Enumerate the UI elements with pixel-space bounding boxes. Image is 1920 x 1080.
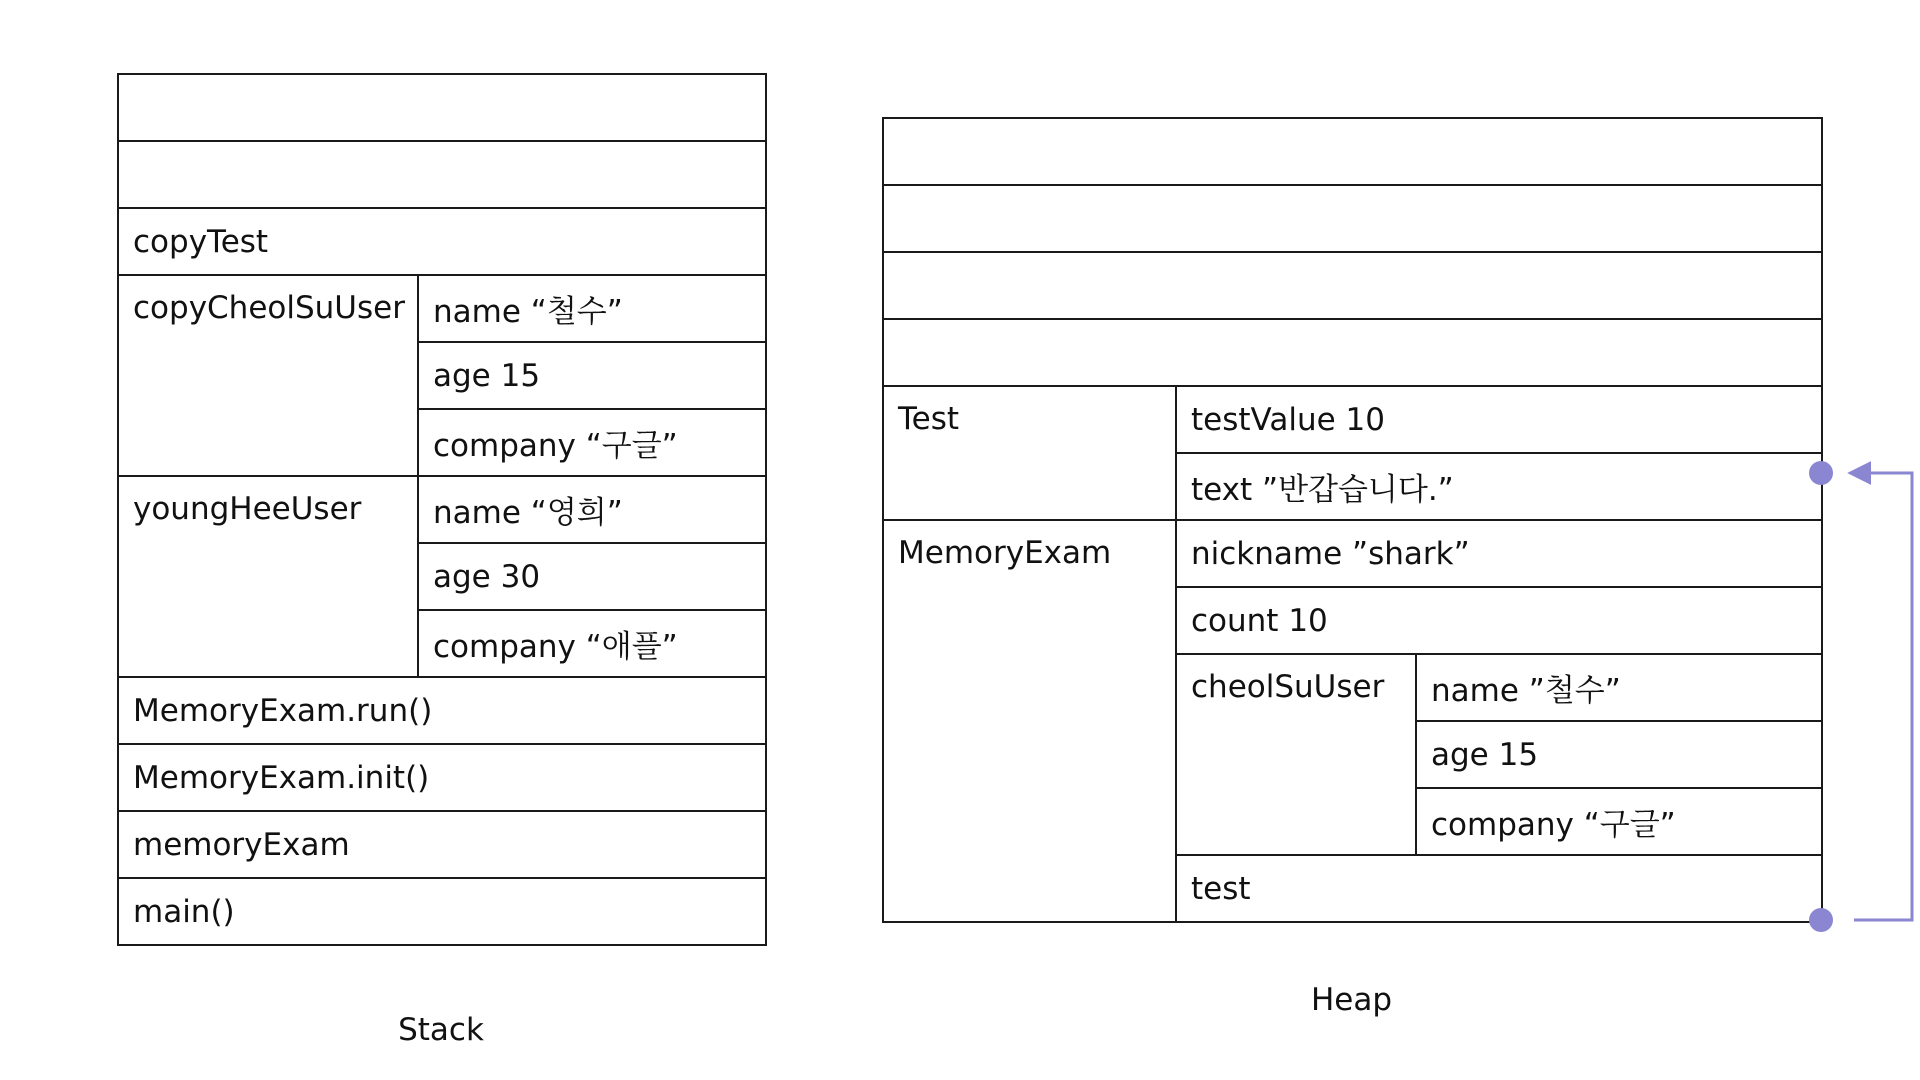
heap-memory-exam-test: test (1176, 855, 1822, 922)
heap-cheolsu-user-label: cheolSuUser (1176, 654, 1416, 855)
heap-test-object-label: Test (883, 386, 1176, 520)
pointer-line (1852, 473, 1912, 920)
stack-copy-cheolsu-user-age: age 15 (418, 342, 766, 409)
stack-empty-row (118, 74, 766, 141)
heap-test-value: testValue 10 (1176, 386, 1822, 453)
heap-test-text: text ”반갑습니다.” (1176, 453, 1822, 520)
stack-row-memory-exam (118, 811, 766, 878)
stack-young-hee-user-name: name “영희” (418, 476, 766, 543)
stack-row-init (118, 744, 766, 811)
stack-row-copy-test (118, 208, 766, 275)
stack-row-run (118, 677, 766, 744)
heap-empty-row (883, 185, 1822, 252)
stack-empty-cell (118, 141, 766, 208)
stack-empty-row (118, 141, 766, 208)
stack-table (117, 73, 767, 946)
stack-young-hee-user-age: age 30 (418, 543, 766, 610)
stack-caption: Stack (398, 1012, 484, 1048)
heap-empty-cell (883, 118, 1822, 185)
heap-empty-row (883, 118, 1822, 185)
stack-init-label: MemoryExam.init() (118, 744, 766, 811)
heap-empty-cell (883, 319, 1822, 386)
heap-cheolsu-user-age: age 15 (1416, 721, 1822, 788)
stack-empty-cell (118, 74, 766, 141)
stack-main-label: main() (118, 878, 766, 945)
heap-cheolsu-user-company: company “구글” (1416, 788, 1822, 855)
stack-run-label: MemoryExam.run() (118, 677, 766, 744)
heap-empty-row (883, 319, 1822, 386)
stack-row-copy-cheolsu-user (118, 275, 766, 342)
stack-copy-test-label: copyTest (118, 208, 766, 275)
heap-table (882, 117, 1823, 923)
heap-cheolsu-user-name: name ”철수” (1416, 654, 1822, 721)
heap-memory-exam-count: count 10 (1176, 587, 1822, 654)
stack-young-hee-user-company: company “애플” (418, 610, 766, 677)
heap-caption: Heap (1310, 982, 1393, 1018)
stack-row-main (118, 878, 766, 945)
heap-row-test-object (883, 386, 1822, 453)
heap-empty-cell (883, 185, 1822, 252)
stack-row-young-hee-user (118, 476, 766, 543)
stack-copy-cheolsu-user-label: copyCheolSuUser (118, 275, 418, 476)
stack-young-hee-user-label: youngHeeUser (118, 476, 418, 677)
heap-row-memory-exam-object (883, 520, 1822, 587)
heap-memory-exam-nickname: nickname ”shark” (1176, 520, 1822, 587)
stack-copy-cheolsu-user-name: name “철수” (418, 275, 766, 342)
stack-copy-cheolsu-user-company: company “구글” (418, 409, 766, 476)
heap-empty-row (883, 252, 1822, 319)
stack-memory-exam-label: memoryExam (118, 811, 766, 878)
heap-empty-cell (883, 252, 1822, 319)
heap-memory-exam-object-label: MemoryExam (883, 520, 1176, 922)
